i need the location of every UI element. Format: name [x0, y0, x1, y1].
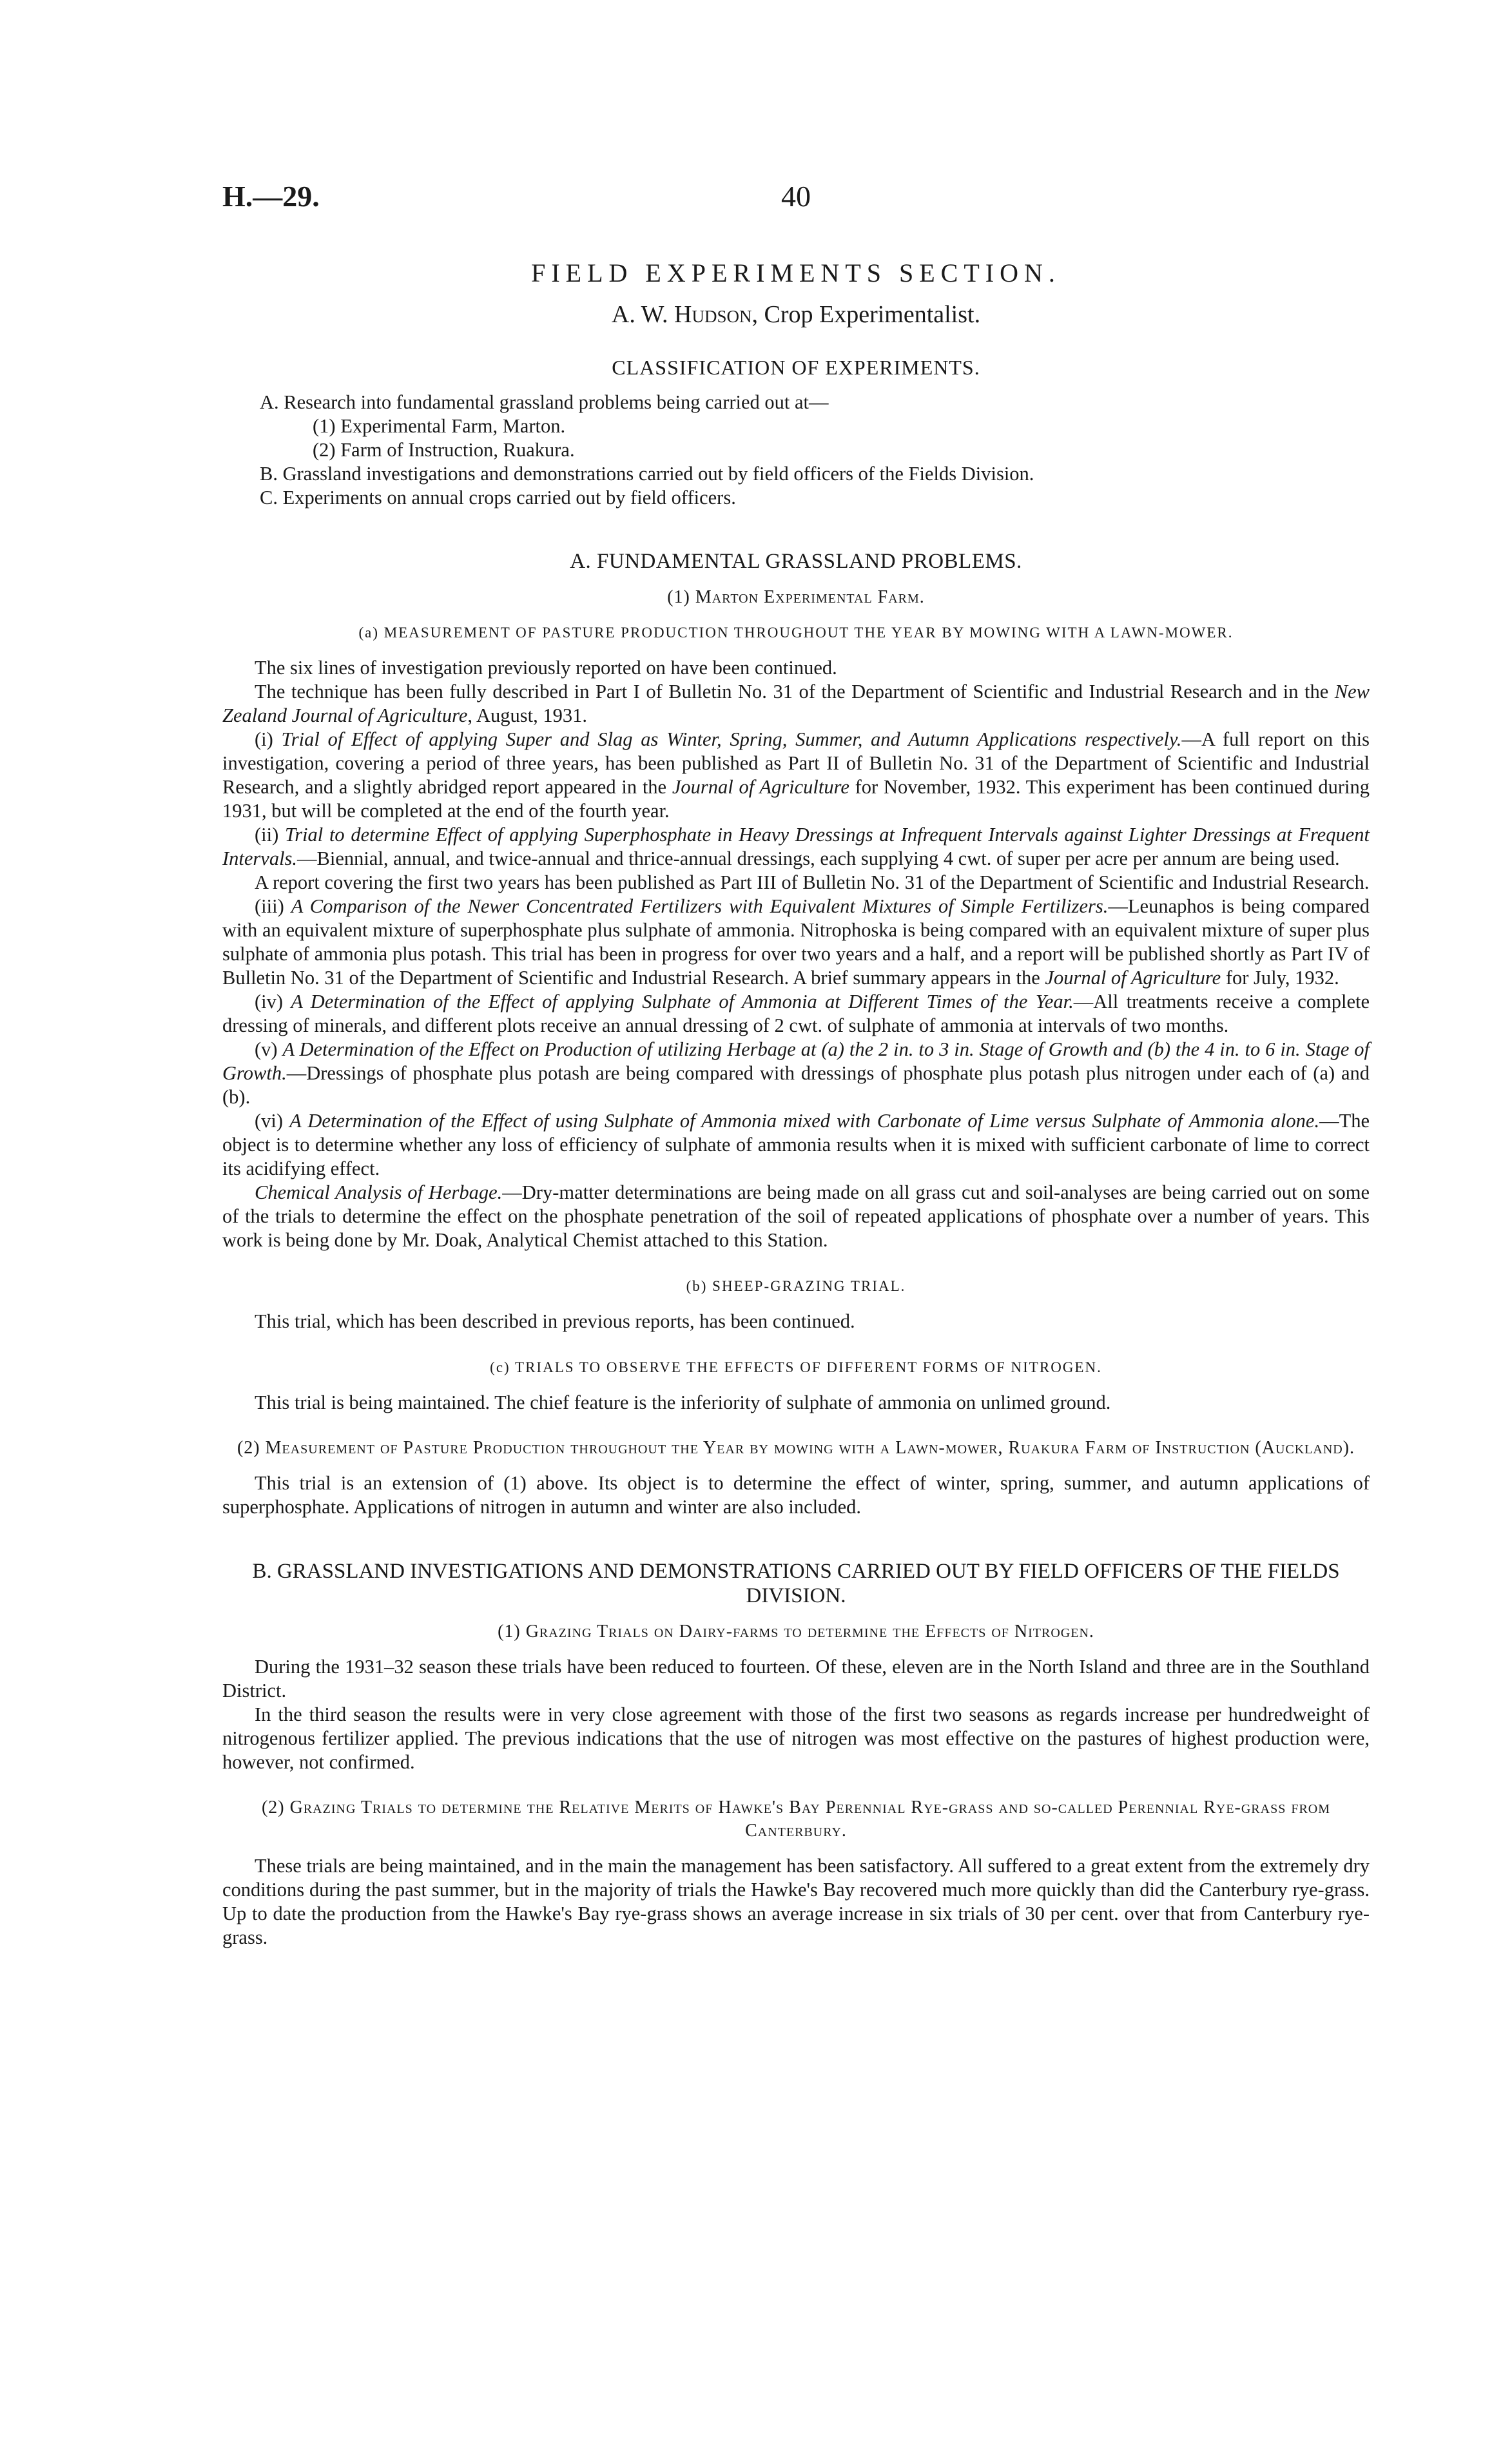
- paragraph: The six lines of investigation previously reported on have been continued.: [255, 657, 837, 679]
- paragraph: (ii) Trial to determine Effect of applying Superphosphate in Heavy Dressings at Infrequent Intervals against Lighter Dressings at Frequent Intervals.—Biennial, annual, and twice-annual and thrice-annual dressings, each supplying 4 cwt. of super per acre per annum are being used.: [222, 824, 1370, 869]
- author-line: [222, 300, 1370, 329]
- subsection-heading: (c) TRIALS TO OBSERVE THE EFFECTS OF DIFFERENT FORMS OF NITROGEN.: [490, 1359, 1102, 1375]
- classification-item: B. Grassland investigations and demonstrations carried out by field officers of the Fields Division.: [260, 463, 1034, 485]
- classification-item: (2) Farm of Instruction, Ruakura.: [313, 439, 575, 461]
- author-name: Hudson: [674, 301, 752, 328]
- section-title: FIELD EXPERIMENTS SECTION.: [531, 258, 1061, 287]
- classification-item: C. Experiments on annual crops carried out by field officers.: [260, 487, 736, 509]
- document-body: [222, 391, 1370, 1950]
- paragraph: This trial is being maintained. The chief feature is the inferiority of sulphate of ammonia on unlimed ground.: [255, 1391, 1111, 1413]
- author-role: , Crop Experimentalist.: [751, 301, 981, 328]
- paragraph: (v) A Determination of the Effect on Production of utilizing Herbage at (a) the 2 in. to 3 in. Stage of Growth and (b) the 4 in. to 6 in. Stage of Growth.—Dressings of phosphate plus potash are being compared with dressings of phosphate plus potash plus nitrogen under each of (a) and (b).: [222, 1038, 1370, 1108]
- subsection-heading: (1) Grazing Trials on Dairy-farms to determine the Effects of Nitrogen.: [498, 1622, 1094, 1642]
- subsection-heading: (b) SHEEP-GRAZING TRIAL.: [686, 1278, 906, 1294]
- subsection-heading: (a) MEASUREMENT OF PASTURE PRODUCTION THROUGHOUT THE YEAR BY MOWING WITH A LAWN-MOWER.: [358, 625, 1234, 641]
- subsection-heading: (1) Marton Experimental Farm.: [667, 587, 925, 607]
- part-b-heading: B. GRASSLAND INVESTIGATIONS AND DEMONSTRATIONS CARRIED OUT BY FIELD OFFICERS OF THE FIELDS DIVISION.: [252, 1560, 1340, 1607]
- paragraph: (iv) A Determination of the Effect of applying Sulphate of Ammonia at Different Times of the Year.—All treatments receive a complete dressing of minerals, and different plots receive an annual dressing of 2 cwt. of sulphate of ammonia at intervals of two months.: [222, 991, 1370, 1036]
- subsection-heading: (2) Measurement of Pasture Production throughout the Year by mowing with a Lawn-mower, Ruakura Farm of Instruction (Auckland).: [237, 1438, 1355, 1458]
- paragraph: This trial, which has been described in previous reports, has been continued.: [255, 1310, 855, 1332]
- author-initials: A. W.: [611, 301, 668, 328]
- classification-title: CLASSIFICATION OF EXPERIMENTS.: [612, 356, 980, 379]
- document-reference: H.—29.: [222, 180, 320, 213]
- subsection-heading: (2) Grazing Trials to determine the Relative Merits of Hawke's Bay Perennial Rye-grass and so-called Perennial Rye-grass from Canterbury.: [261, 1798, 1331, 1841]
- page-header: [222, 179, 1370, 218]
- paragraph: The technique has been fully described in Part I of Bulletin No. 31 of the Department of Scientific and Industrial Research and in the New Zealand Journal of Agriculture, August, 1931.: [222, 681, 1370, 726]
- part-a-heading: A. FUNDAMENTAL GRASSLAND PROBLEMS.: [570, 550, 1022, 573]
- paragraph: These trials are being maintained, and in the main the management has been satisfactory. All suffered to a great extent from the extremely dry conditions during the past summer, but in the majority of trials the Hawke's Bay recovered much more quickly than did the Canterbury rye-grass. Up to date the production from the Hawke's Bay rye-grass shows an average increase in six trials of 30 per cent. over that from Canterbury rye-grass.: [222, 1855, 1370, 1948]
- paragraph: (vi) A Determination of the Effect of using Sulphate of Ammonia mixed with Carbonate of Lime versus Sulphate of Ammonia alone.—The object is to determine whether any loss of efficiency of sulphate of ammonia results when it is mixed with sufficient carbonate of lime to correct its acidifying effect.: [222, 1110, 1370, 1179]
- paragraph: In the third season the results were in very close agreement with those of the first two seasons as regards increase per hundredweight of nitrogenous fertilizer applied. The previous indications that the use of nitrogen was most effective on the pastures of highest production were, however, not confirmed.: [222, 1703, 1370, 1773]
- paragraph: Chemical Analysis of Herbage.—Dry-matter determinations are being made on all grass cut and soil-analyses are being carried out on some of the trials to determine the effect on the phosphate penetration of the soil of repeated applications of phosphate over a number of years. This work is being done by Mr. Doak, Analytical Chemist attached to this Station.: [222, 1181, 1370, 1251]
- paragraph: A report covering the first two years has been published as Part III of Bulletin No. 31 of the Department of Scientific and Industrial Research.: [255, 871, 1370, 893]
- paragraph: During the 1931–32 season these trials have been reduced to fourteen. Of these, eleven are in the North Island and three are in the Southland District.: [222, 1656, 1370, 1701]
- classification-item: A. Research into fundamental grassland problems being carried out at—: [260, 391, 829, 413]
- paragraph: (i) Trial of Effect of applying Super and Slag as Winter, Spring, Summer, and Autumn Applications respectively.—A full report on this investigation, covering a period of three years, has been published as Part II of Bulletin No. 31 of the Department of Scientific and Industrial Research, and a slightly abridged report appeared in the Journal of Agriculture for November, 1932. This experiment has been continued during 1931, but will be completed at the end of the fourth year.: [222, 728, 1370, 822]
- classification-item: (1) Experimental Farm, Marton.: [313, 415, 566, 437]
- page-number: 40: [781, 180, 811, 213]
- paragraph: (iii) A Comparison of the Newer Concentrated Fertilizers with Equivalent Mixtures of Simple Fertilizers.—Leunaphos is being compared with an equivalent mixture of superphosphate plus sulphate of ammonia. Nitrophoska is being compared with an equivalent mixture of super plus sulphate of ammonia plus potash. This trial has been in progress for over two years and a half, and a report will be published shortly as Part IV of Bulletin No. 31 of the Department of Scientific and Industrial Research. A brief summary appears in the Journal of Agriculture for July, 1932.: [222, 895, 1370, 989]
- paragraph: This trial is an extension of (1) above. Its object is to determine the effect of winter, spring, summer, and autumn applications of superphosphate. Applications of nitrogen in autumn and winter are also included.: [222, 1472, 1370, 1518]
